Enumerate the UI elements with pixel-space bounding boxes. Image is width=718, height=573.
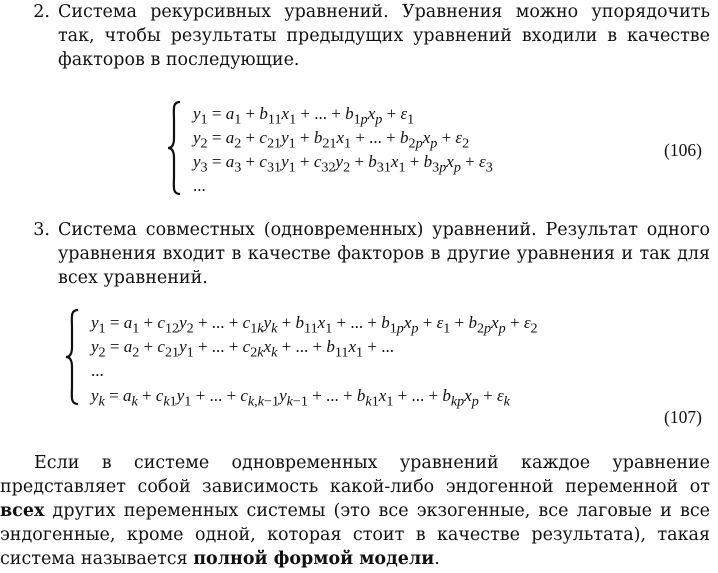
equation-line: $y_1 = a_1 + b_{11}x_1$ + ... + $b_{1p}x_p + \varepsilon_1$ [193, 104, 415, 128]
equation-line: $y_1 = a_1 + c_{12}y_2$ + ... + $c_{1k}y_k + b_{11}x_1$ + ... + $b_{1p}x_p + \varepsilon_1 + b_{2p}x_p + \varepsilon_2$ [91, 313, 538, 337]
bold-term-all: всех [0, 501, 45, 521]
equation-line: $y_2 = a_2 + c_{21}y_1 + b_{21}x_1$ + ... + $b_{2p}x_p + \varepsilon_2$ [193, 128, 470, 152]
equation-number: (106) [664, 140, 702, 160]
bold-term-full-form: полной формой модели [193, 549, 435, 569]
equation-line: $y_3 = a_3 + c_{31}y_1 + c_{32}y_2 + b_{31}x_1 + b_{3p}x_p + \varepsilon_3$ [193, 152, 493, 176]
equation-line: ... [193, 176, 206, 195]
body-paragraph [0, 451, 710, 571]
item-text: Система рекурсивных уравнений. Уравнения можно упорядочить так, чтобы результаты предыдущих уравнений входили в качестве факторов в последующие. [58, 2, 710, 70]
left-brace [64, 308, 80, 406]
item-number: 2. [33, 2, 50, 22]
item-text: Система совместных (одновременных) уравнений. Результат одного уравнения входит в качестве факторов в другие уравнения и так для всех уравнений. [58, 220, 710, 288]
equation-line: $y_k = a_k + c_{k1}y_1$ + ... + $c_{k,k-1}y_{k-1}$ + ... + $b_{k1}x_1$ + ... + $b_{kp}x_p + \varepsilon_k$ [91, 386, 510, 410]
paragraph-text: Если в системе одновременных уравнений каждое уравнение представляет собой зависимость какой-либо эндогенной переменной от [0, 453, 710, 497]
paragraph-text: других переменных системы (это все экзогенные, все лаговые и все эндогенные, кроме одной, которая стоит в качестве результата), такая система называется [0, 501, 710, 569]
paragraph-end: . [434, 549, 440, 569]
equation-line: $y_2 = a_2 + c_{21}y_1$ + ... + $c_{2k}x_k$ + ... + $b_{11}x_1$ + ... [91, 337, 394, 361]
equation-line: ... [91, 361, 104, 380]
item-number: 3. [33, 220, 50, 240]
equation-number: (107) [664, 407, 702, 427]
